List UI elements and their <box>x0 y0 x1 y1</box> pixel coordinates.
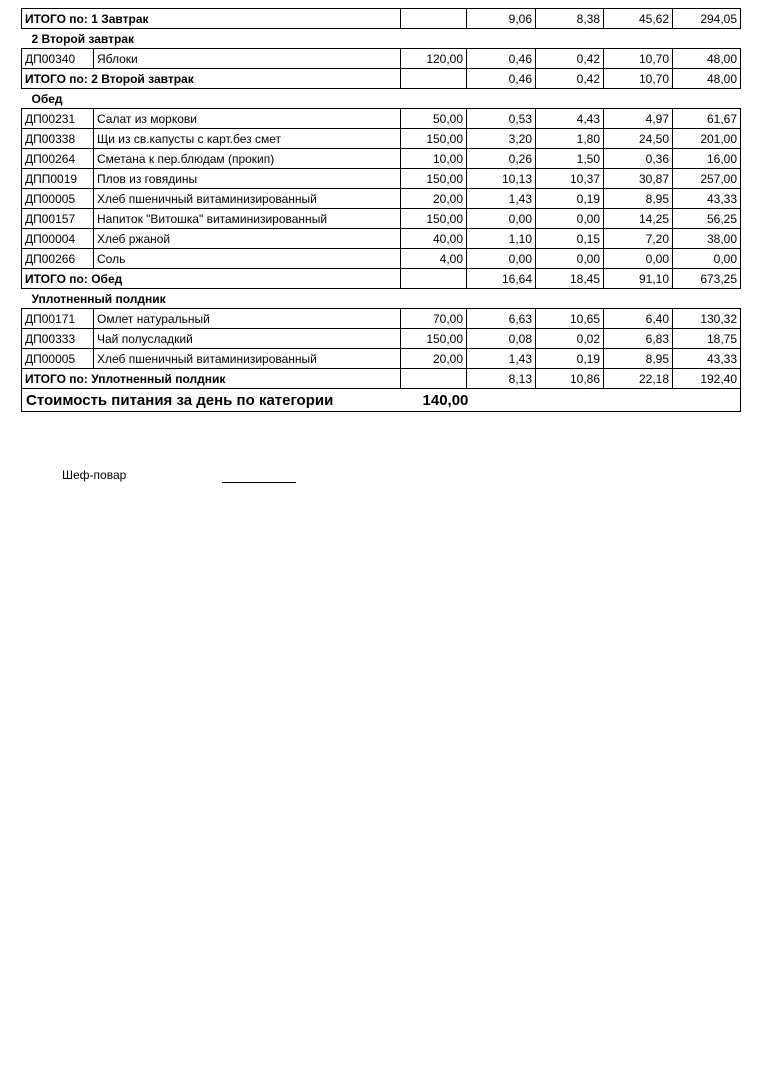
dish-name-cell: Щи из св.капусты с карт.без смет <box>94 129 401 149</box>
section-header-row <box>22 29 741 49</box>
value-cell: 130,32 <box>673 309 741 329</box>
value-cell: 56,25 <box>673 209 741 229</box>
table-row <box>22 189 741 209</box>
value-cell: 18,75 <box>673 329 741 349</box>
value-cell: 43,33 <box>673 349 741 369</box>
table-row <box>22 169 741 189</box>
table-row <box>22 209 741 229</box>
value-cell: 201,00 <box>673 129 741 149</box>
dish-name-cell: Напиток "Витошка" витаминизированный <box>94 209 401 229</box>
code-cell: ДП00340 <box>22 49 94 69</box>
dish-name-cell: Хлеб пшеничный витаминизированный <box>94 189 401 209</box>
dish-name-cell: Салат из моркови <box>94 109 401 129</box>
dish-name-cell: Омлет натуральный <box>94 309 401 329</box>
signature-label: Шеф-повар <box>62 468 127 482</box>
value-cell: 0,19 <box>536 189 604 209</box>
value-cell: 192,40 <box>673 369 741 389</box>
value-cell: 0,46 <box>467 69 536 89</box>
value-cell: 45,62 <box>604 9 673 29</box>
dish-name-cell: Чай полусладкий <box>94 329 401 349</box>
value-cell: 10,70 <box>604 49 673 69</box>
value-cell: 0,00 <box>604 249 673 269</box>
value-cell: 8,95 <box>604 189 673 209</box>
subtotal-label: ИТОГО по: Обед <box>22 269 401 289</box>
quantity-cell: 50,00 <box>401 109 467 129</box>
value-cell: 1,80 <box>536 129 604 149</box>
table-row <box>22 329 741 349</box>
subtotal-row <box>22 9 741 29</box>
value-cell: 0,15 <box>536 229 604 249</box>
code-cell: ДП00171 <box>22 309 94 329</box>
value-cell: 14,25 <box>604 209 673 229</box>
dish-name-cell: Хлеб пшеничный витаминизированный <box>94 349 401 369</box>
value-cell: 1,43 <box>467 189 536 209</box>
code-cell: ДП00157 <box>22 209 94 229</box>
section-label: Обед <box>31 91 63 106</box>
quantity-cell: 10,00 <box>401 149 467 169</box>
code-cell: ДПП0019 <box>22 169 94 189</box>
value-cell: 10,13 <box>467 169 536 189</box>
dish-name-cell: Хлеб ржаной <box>94 229 401 249</box>
value-cell: 0,42 <box>536 49 604 69</box>
table-row <box>22 149 741 169</box>
value-cell: 10,65 <box>536 309 604 329</box>
table-row <box>22 49 741 69</box>
value-cell: 48,00 <box>673 49 741 69</box>
subtotal-label: ИТОГО по: Уплотненный полдник <box>22 369 401 389</box>
value-cell: 0,46 <box>467 49 536 69</box>
value-cell: 4,43 <box>536 109 604 129</box>
code-cell: ДП00231 <box>22 109 94 129</box>
value-cell: 673,25 <box>673 269 741 289</box>
code-cell: ДП00004 <box>22 229 94 249</box>
value-cell: 10,86 <box>536 369 604 389</box>
subtotal-label: ИТОГО по: 1 Завтрак <box>22 9 401 29</box>
value-cell: 257,00 <box>673 169 741 189</box>
value-cell: 0,00 <box>467 209 536 229</box>
value-cell: 8,13 <box>467 369 536 389</box>
dish-name-cell: Сметана к пер.блюдам (прокип) <box>94 149 401 169</box>
section-label: Уплотненный полдник <box>31 291 166 306</box>
value-cell: 4,97 <box>604 109 673 129</box>
value-cell: 0,08 <box>467 329 536 349</box>
value-cell: 6,83 <box>604 329 673 349</box>
table-row <box>22 109 741 129</box>
value-cell: 16,00 <box>673 149 741 169</box>
section-header-row <box>22 289 741 309</box>
grand-total-row <box>22 389 741 412</box>
code-cell: ДП00005 <box>22 189 94 209</box>
section-label: 2 Второй завтрак <box>31 31 135 46</box>
table-row <box>22 229 741 249</box>
value-cell: 1,43 <box>467 349 536 369</box>
section-header-row <box>22 89 741 109</box>
value-cell: 8,95 <box>604 349 673 369</box>
value-cell: 0,36 <box>604 149 673 169</box>
value-cell: 3,20 <box>467 129 536 149</box>
quantity-cell <box>401 269 467 289</box>
table-row <box>22 129 741 149</box>
value-cell: 1,50 <box>536 149 604 169</box>
value-cell: 0,02 <box>536 329 604 349</box>
signature-line <box>222 482 296 483</box>
code-cell: ДП00264 <box>22 149 94 169</box>
quantity-cell <box>401 369 467 389</box>
subtotal-row <box>22 369 741 389</box>
value-cell: 16,64 <box>467 269 536 289</box>
quantity-cell: 120,00 <box>401 49 467 69</box>
code-cell: ДП00005 <box>22 349 94 369</box>
value-cell: 48,00 <box>673 69 741 89</box>
code-cell: ДП00266 <box>22 249 94 269</box>
value-cell: 1,10 <box>467 229 536 249</box>
value-cell: 0,00 <box>536 249 604 269</box>
value-cell: 10,37 <box>536 169 604 189</box>
value-cell: 24,50 <box>604 129 673 149</box>
quantity-cell: 150,00 <box>401 129 467 149</box>
table-row <box>22 309 741 329</box>
value-cell: 18,45 <box>536 269 604 289</box>
value-cell: 0,00 <box>673 249 741 269</box>
value-cell: 9,06 <box>467 9 536 29</box>
grand-total-label: Стоимость питания за день по категории <box>22 389 401 412</box>
value-cell: 8,38 <box>536 9 604 29</box>
value-cell: 6,63 <box>467 309 536 329</box>
quantity-cell: 20,00 <box>401 189 467 209</box>
quantity-cell: 20,00 <box>401 349 467 369</box>
table-row <box>22 349 741 369</box>
code-cell: ДП00338 <box>22 129 94 149</box>
dish-name-cell: Соль <box>94 249 401 269</box>
value-cell: 61,67 <box>673 109 741 129</box>
quantity-cell <box>401 9 467 29</box>
table-row <box>22 249 741 269</box>
value-cell: 0,19 <box>536 349 604 369</box>
grand-total-value: 140,00 <box>401 389 741 412</box>
value-cell: 38,00 <box>673 229 741 249</box>
dish-name-cell: Яблоки <box>94 49 401 69</box>
quantity-cell <box>401 69 467 89</box>
report-page <box>0 8 758 1079</box>
subtotal-row <box>22 269 741 289</box>
value-cell: 6,40 <box>604 309 673 329</box>
dish-name-cell: Плов из говядины <box>94 169 401 189</box>
value-cell: 22,18 <box>604 369 673 389</box>
value-cell: 0,00 <box>536 209 604 229</box>
value-cell: 0,26 <box>467 149 536 169</box>
quantity-cell: 70,00 <box>401 309 467 329</box>
value-cell: 43,33 <box>673 189 741 209</box>
code-cell: ДП00333 <box>22 329 94 349</box>
quantity-cell: 4,00 <box>401 249 467 269</box>
quantity-cell: 150,00 <box>401 329 467 349</box>
quantity-cell: 150,00 <box>401 169 467 189</box>
value-cell: 0,53 <box>467 109 536 129</box>
quantity-cell: 40,00 <box>401 229 467 249</box>
subtotal-label: ИТОГО по: 2 Второй завтрак <box>22 69 401 89</box>
value-cell: 294,05 <box>673 9 741 29</box>
value-cell: 30,87 <box>604 169 673 189</box>
value-cell: 10,70 <box>604 69 673 89</box>
value-cell: 0,00 <box>467 249 536 269</box>
quantity-cell: 150,00 <box>401 209 467 229</box>
value-cell: 7,20 <box>604 229 673 249</box>
meal-cost-table <box>21 8 741 412</box>
value-cell: 91,10 <box>604 269 673 289</box>
value-cell: 0,42 <box>536 69 604 89</box>
subtotal-row <box>22 69 741 89</box>
